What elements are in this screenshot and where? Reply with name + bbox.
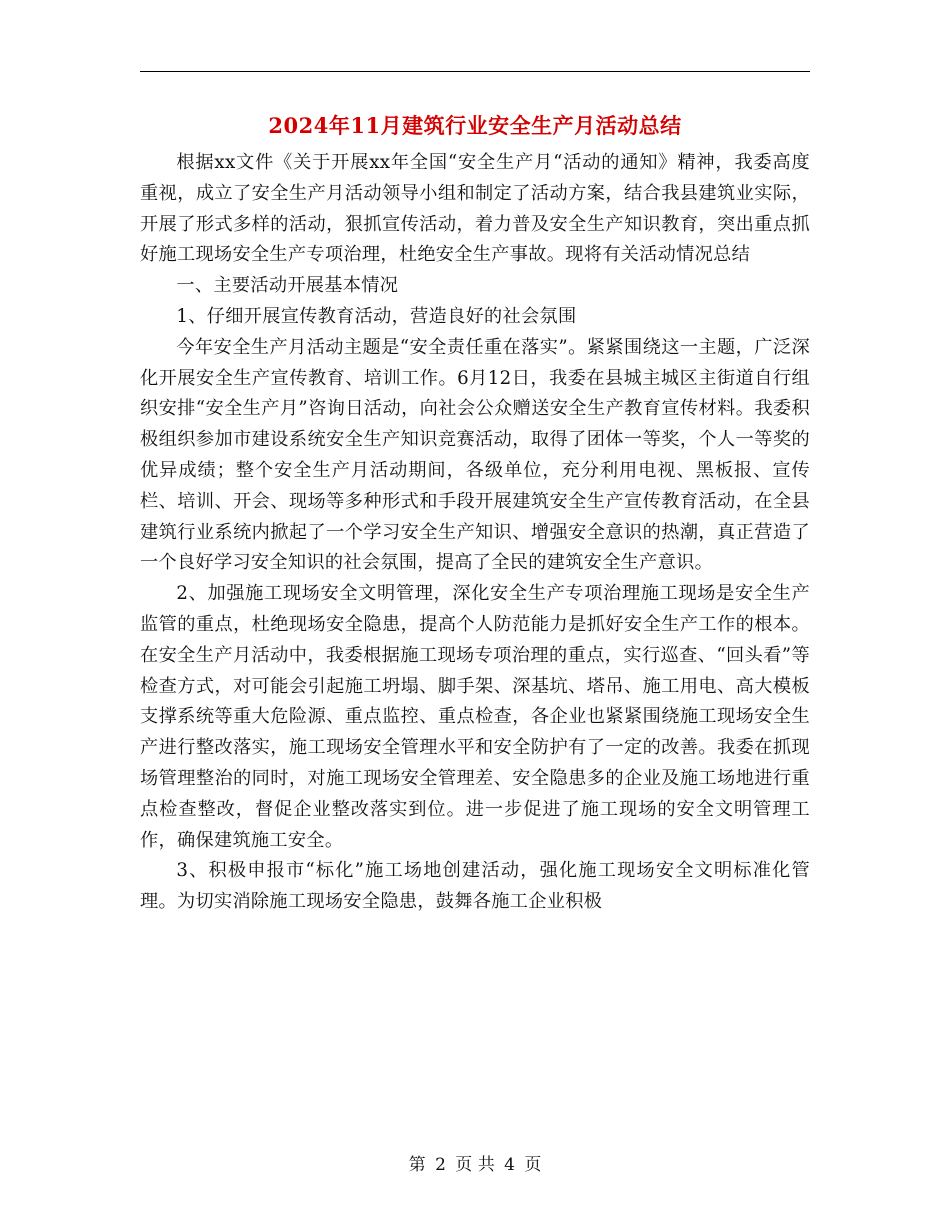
footer-middle: 页 共 (455, 1155, 495, 1175)
document-body (140, 148, 810, 918)
paragraph-standardization: 3、积极申报市“标化”施工场地创建活动，强化施工现场安全文明标准化管理。为切实消除施工现场安全隐患，鼓舞各施工企业积极 (140, 860, 810, 913)
paragraph-intro: 根据xx文件《关于开展xx年全国“安全生产月“活动的通知》精神，我委高度重视，成立了安全生产月活动领导小组和制定了活动方案，结合我县建筑业实际，开展了形式多样的活动，狠抓宣传活动，着力普及安全生产知识教育，突出重点抓好施工现场安全生产专项治理，杜绝安全生产事故。现将有关活动情况总结 (140, 152, 810, 266)
document-title: 2024年11月建筑行业安全生产月活动总结 (268, 113, 682, 138)
footer-current-page: 2 (435, 1155, 446, 1175)
header-rule (140, 71, 810, 72)
footer-total-pages: 4 (504, 1155, 515, 1175)
paragraph-site-management: 2、加强施工现场安全文明管理，深化安全生产专项治理施工现场是安全生产监管的重点，杜绝现场安全隐患，提高个人防范能力是抓好安全生产工作的根本。在安全生产月活动中，我委根据施工现场专项治理的重点，实行巡查、“回头看”等检查方式，对可能会引起施工坍塌、脚手架、深基坑、塔吊、施工用电、高大模板支撑系统等重大危险源、重点监控、重点检查，各企业也紧紧围绕施工现场安全生产进行整改落实，施工现场安全管理水平和安全防护有了一定的改善。我委在抓现场管理整治的同时，对施工现场安全管理差、安全隐患多的企业及施工场地进行重点检查整改，督促企业整改落实到位。进一步促进了施工现场的安全文明管理工作，确保建筑施工安全。 (140, 583, 810, 851)
footer-suffix: 页 (524, 1155, 542, 1175)
page-footer (0, 1150, 950, 1175)
footer-prefix: 第 (408, 1155, 426, 1175)
paragraph-publicity: 今年安全生产月活动主题是“安全责任重在落实”。紧紧围绕这一主题，广泛深化开展安全生产宣传教育、培训工作。6月12日，我委在县城主城区主街道自行组织安排“安全生产月”咨询日活动，向社会公众赠送安全生产教育宣传材料。我委积极组织参加市建设系统安全生产知识竞赛活动，取得了团体一等奖，个人一等奖的优异成绩；整个安全生产月活动期间，各级单位，充分利用电视、黑板报、宣传栏、培训、开会、现场等多种形式和手段开展建筑安全生产宣传教育活动，在全县建筑行业系统内掀起了一个学习安全生产知识、增强安全意识的热潮，真正营造了一个良好学习安全知识的社会氛围，提高了全民的建筑安全生产意识。 (140, 336, 810, 574)
section-heading-1: 一、主要活动开展基本情况 (176, 275, 399, 297)
subheading-1: 1、仔细开展宣传教育活动，营造良好的社会氛围 (176, 305, 577, 327)
